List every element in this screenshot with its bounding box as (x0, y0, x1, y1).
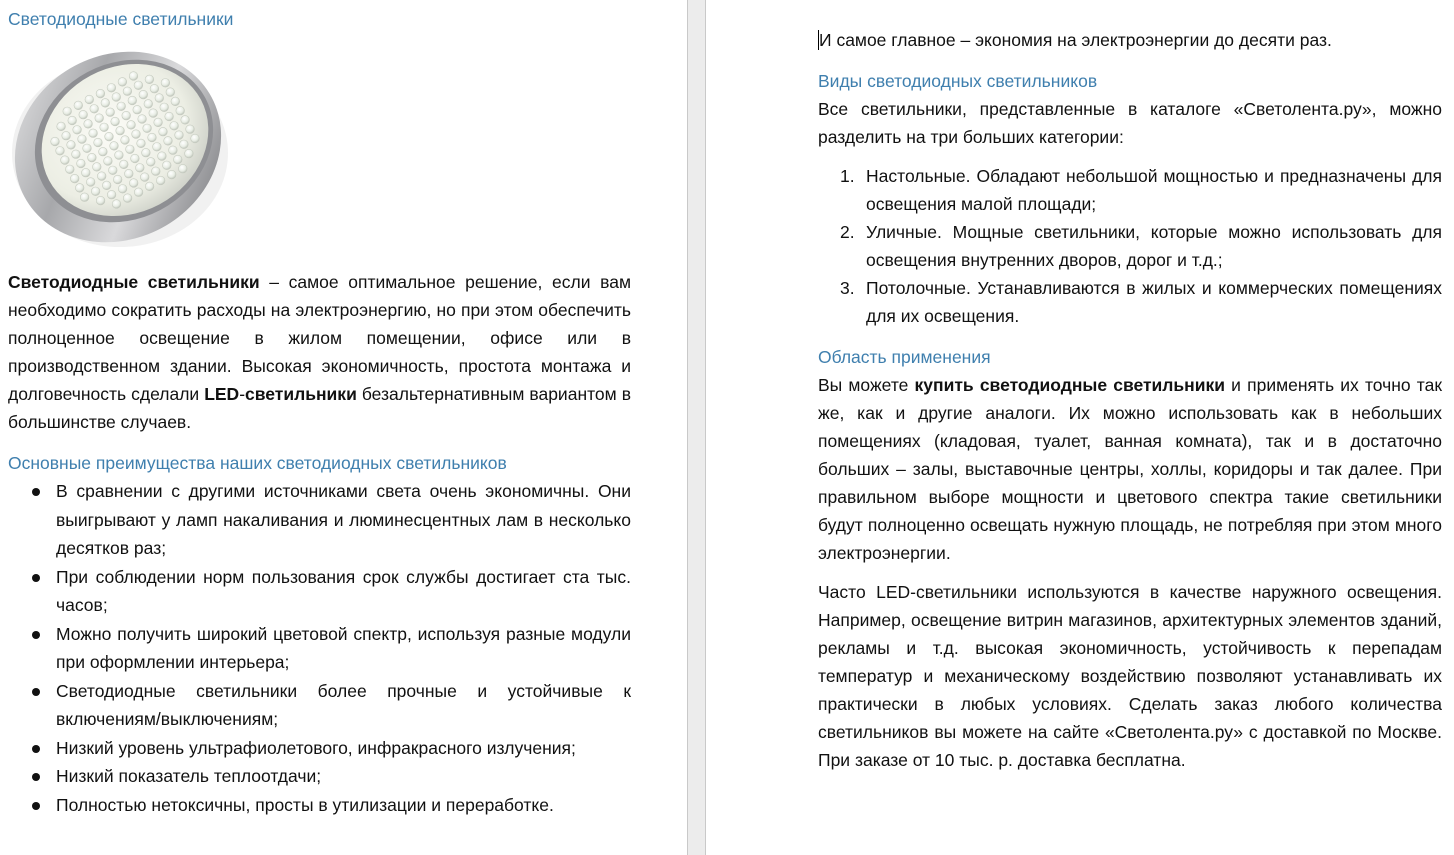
led-dot (129, 72, 138, 81)
led-dot (79, 110, 88, 119)
led-dot (56, 147, 65, 156)
page-left-column (8, 5, 631, 819)
bullet-icon (32, 631, 40, 639)
led-dot (123, 194, 132, 203)
led-dot (91, 187, 100, 196)
led-dot (150, 84, 159, 93)
led-dot (100, 123, 109, 132)
led-dot (107, 84, 116, 93)
led-dot (181, 116, 190, 125)
led-dot (152, 167, 161, 176)
list-item (8, 762, 631, 791)
led-dot (174, 155, 183, 164)
bullet-icon (32, 745, 40, 753)
led-dot (75, 184, 84, 193)
list-item (818, 274, 1442, 330)
led-dot (147, 158, 156, 167)
list-number: 2. (840, 222, 855, 242)
list-item (8, 734, 631, 763)
led-dot (115, 151, 124, 160)
document-page-right[interactable] (706, 0, 1454, 855)
section-heading-types: Виды светодиодных светильников (818, 71, 1098, 91)
types-list (818, 162, 1442, 330)
led-dot (74, 101, 83, 110)
led-dot (63, 107, 72, 116)
led-dot (165, 112, 174, 121)
led-dot (123, 87, 132, 96)
led-dot (89, 129, 98, 138)
led-dot (140, 173, 149, 182)
led-dot (94, 138, 103, 147)
section-heading-led-lamps: Светодиодные светильники (8, 9, 234, 29)
section-heading-usage: Область применения (818, 347, 991, 367)
led-dot (159, 127, 168, 136)
led-dot (179, 164, 188, 173)
usage-paragraph-2: Часто LED-светильники используются в качестве наружного освещения. Например, освещение витрин магазинов, архитектурных элементов зданий, рекламы и т.д. высокая экономичность, устойчивость к перепадам температур и механическому воздействию позволяют устанавливать их практически в любых условиях. Сделать заказ любого количества светильников вы можете на сайте «Светолента.ру» с доставкой по Москве. При заказе от 10 тыс. р. доставка бесплатна. (818, 582, 1442, 770)
bullet-icon (32, 574, 40, 582)
led-dot (68, 116, 77, 125)
led-dot (186, 125, 195, 134)
led-dot (97, 172, 106, 181)
led-dot (138, 115, 147, 124)
led-dot (51, 137, 60, 146)
led-dot (136, 164, 145, 173)
led-dot (122, 111, 131, 120)
led-dot (169, 146, 178, 155)
bullet-icon (32, 802, 40, 810)
led-dot (137, 139, 146, 148)
led-dot (99, 147, 108, 156)
intro-bold-lead: Светодиодные светильники (8, 272, 260, 292)
led-dot (83, 144, 92, 153)
led-dot (126, 145, 135, 154)
led-dot (110, 142, 119, 151)
led-dot (145, 75, 154, 84)
led-dot (132, 130, 141, 139)
usage-link-buy: купить светодиодные светильники (914, 375, 1226, 395)
led-dot (144, 100, 153, 109)
types-intro-paragraph: Все светильники, представленные в каталоге «Светолента.ру», можно разделить на три больших категории: (818, 99, 1442, 147)
led-dot (96, 196, 105, 205)
list-item-text: Можно получить широкий цветовой спектр, используя разные модули при оформлении интерьера; (56, 623, 631, 672)
led-dot (148, 133, 157, 142)
led-dot (120, 160, 129, 169)
led-dot (88, 153, 97, 162)
bullet-icon (32, 773, 40, 781)
first-line-text: И самое главное – экономия на электроэнергии до десяти раз. (819, 30, 1332, 50)
led-dot (95, 114, 104, 123)
led-dot (139, 90, 148, 99)
intro-text-2: безальтернативным вариантом в большинстве случаев. (8, 384, 631, 432)
first-line-paragraph (818, 26, 1442, 54)
list-item-text: Низкий уровень ультрафиолетового, инфракрасного излучения; (56, 737, 576, 758)
led-dot (134, 188, 143, 197)
led-dot (175, 131, 184, 140)
led-lamp-image[interactable] (8, 37, 232, 255)
led-dot (125, 169, 134, 178)
led-dot (121, 136, 130, 145)
led-dot (155, 94, 164, 103)
section-heading-advantages: Основные преимущества наших светодиодных светильников (8, 453, 507, 473)
led-dot (127, 121, 136, 130)
list-item (818, 162, 1442, 218)
led-dot (101, 99, 110, 108)
led-dot (154, 118, 163, 127)
page-right-column (818, 26, 1442, 774)
usage-paragraph-1 (818, 371, 1442, 567)
list-item-text: В сравнении с другими источниками света очень экономичны. Они выигрывают у ламп накаливания и люминесцентных лам в несколько десятков раз; (56, 481, 631, 558)
document-page-left[interactable] (0, 0, 687, 855)
intro-text-1: – самое оптимальное решение, если вам необходимо сократить расходы на электроэнергию, но при этом обеспечить полноценное освещение в жилом помещении, офисе или в производственном здании. Высокая экономичность, простота монтажа и долговечность сделали (8, 272, 631, 404)
list-item (818, 218, 1442, 274)
bullet-icon (32, 688, 40, 696)
list-item (8, 563, 631, 620)
list-item (8, 677, 631, 734)
intro-hyphen: - (239, 384, 246, 404)
led-dot (93, 163, 102, 172)
list-item (8, 477, 631, 563)
list-item-text: Полностью нетоксичны, просты в утилизации и переработке. (56, 794, 554, 815)
led-dot (111, 117, 120, 126)
led-dot (166, 88, 175, 97)
led-dot (96, 89, 105, 98)
led-dot (67, 141, 76, 150)
usage-text-a: Вы можете (818, 375, 915, 395)
led-dot (158, 152, 167, 161)
bullet-icon (32, 488, 40, 496)
led-dot (86, 178, 95, 187)
advantages-list (8, 477, 631, 819)
led-dot (73, 126, 82, 135)
led-dot (106, 108, 115, 117)
led-dot (170, 122, 179, 131)
list-number: 3. (840, 278, 855, 298)
list-item (8, 620, 631, 677)
intro-bold-lamps: светильники (245, 384, 357, 404)
led-dot (66, 165, 75, 174)
led-dot (133, 105, 142, 114)
led-dot (104, 157, 113, 166)
led-dot (109, 166, 118, 175)
led-dot (112, 200, 121, 209)
list-item-text: Настольные. Обладают небольшой мощностью и предназначены для освещения малой площади; (866, 166, 1442, 214)
led-dot (129, 179, 138, 188)
led-dot (167, 170, 176, 179)
usage-text-b: и применять их точно так же, как и другие аналоги. Их можно использовать как в небольших помещениях (кладовая, туалет, ванная комната), так и в достаточно больших – залы, выставочные центры, холлы, коридоры и так далее. При правильном выборе мощности и цветового спектра такие светильники будут полноценно освещать нужную площадь, не потребляя при этом много электроэнергии. (818, 375, 1442, 563)
list-item-text: При соблюдении норм пользования срок службы достигает ста тыс. часов; (56, 566, 631, 615)
led-dot (145, 182, 154, 191)
led-lamp-illustration (8, 37, 232, 255)
led-dot (176, 106, 185, 115)
list-item-text: Потолочные. Устанавливаются в жилых и коммерческих помещениях для их освещения. (866, 278, 1442, 326)
list-number: 1. (840, 166, 855, 186)
led-dot (171, 97, 180, 106)
led-dot (149, 109, 158, 118)
led-dot (107, 190, 116, 199)
led-dot (163, 161, 172, 170)
led-dot (160, 103, 169, 112)
list-item-text: Светодиодные светильники более прочные и устойчивые к включениям/выключениям; (56, 680, 631, 729)
led-dot (161, 79, 170, 88)
led-dot (185, 149, 194, 158)
led-dot (117, 102, 126, 111)
led-dot (142, 148, 151, 157)
led-dot (102, 181, 111, 190)
list-item-text: Уличные. Мощные светильники, которые можно использовать для освещения внутренних дворов, дорог и т.д.; (866, 222, 1442, 270)
led-dot (128, 96, 137, 105)
intro-bold-led: LED (204, 384, 240, 404)
led-dot (82, 168, 91, 177)
led-dot (105, 132, 114, 141)
led-dot (131, 154, 140, 163)
led-dot (164, 137, 173, 146)
led-dot (90, 105, 99, 114)
led-dot (78, 135, 87, 144)
led-dot (116, 126, 125, 135)
led-dot (70, 174, 79, 183)
page-separator (687, 0, 706, 855)
led-dot (61, 156, 70, 165)
led-dot (118, 185, 127, 194)
led-dot (180, 140, 189, 149)
led-dot (62, 131, 71, 140)
led-dot (77, 159, 86, 168)
led-dot (156, 176, 165, 185)
led-dot (191, 134, 200, 143)
led-dot (112, 93, 121, 102)
led-dot (118, 78, 127, 87)
led-dot (80, 193, 89, 202)
list-item (8, 791, 631, 820)
led-dot (84, 120, 93, 129)
intro-paragraph (8, 268, 631, 436)
led-dot (113, 175, 122, 184)
led-dot (57, 122, 66, 131)
led-dot (143, 124, 152, 133)
list-item-text: Низкий показатель теплоотдачи; (56, 766, 322, 786)
led-dot (85, 95, 94, 104)
led-dot (134, 81, 143, 90)
led-dot (72, 150, 81, 159)
led-dot (153, 143, 162, 152)
